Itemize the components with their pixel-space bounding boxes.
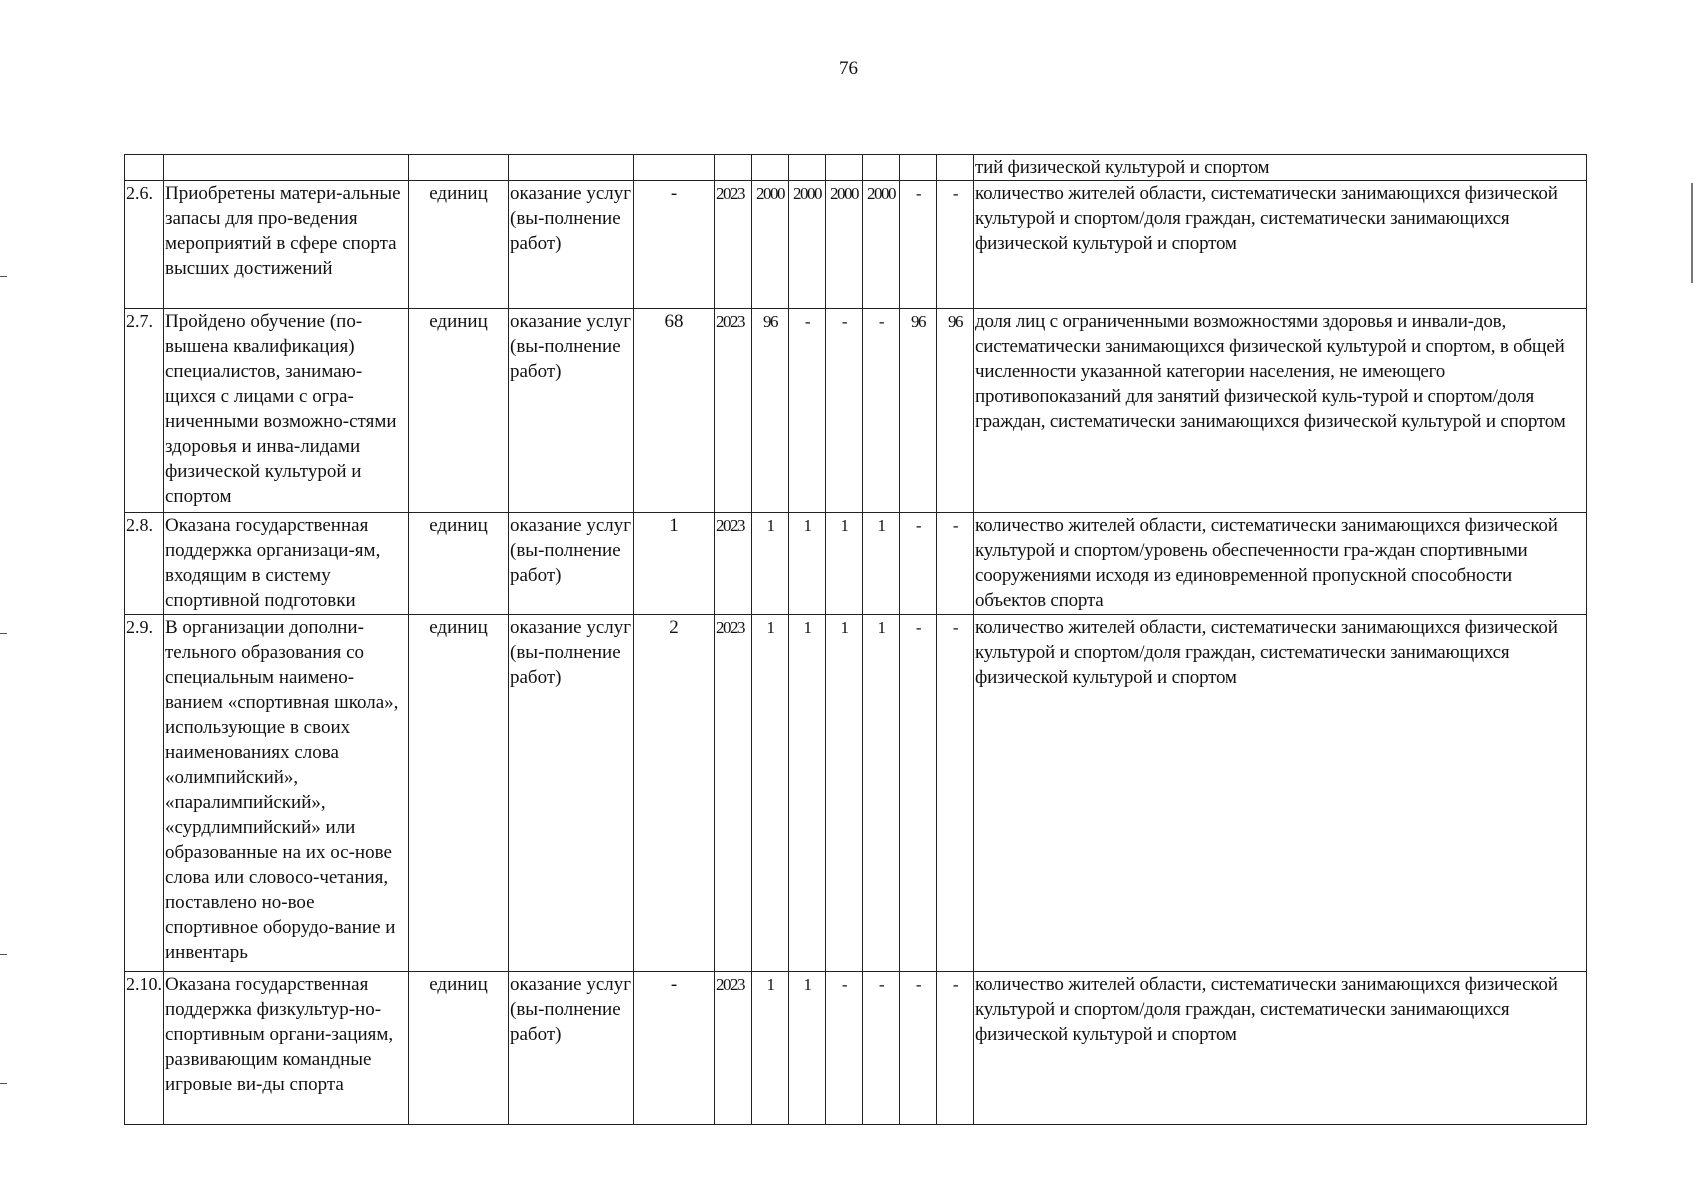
cell-value: - bbox=[937, 181, 974, 309]
cell-type: оказание услуг (вы-полнение работ) bbox=[509, 309, 634, 513]
cell-value: 2000 bbox=[826, 181, 863, 309]
cell-value: - bbox=[900, 972, 937, 1125]
cell-empty bbox=[715, 155, 752, 181]
results-table bbox=[124, 154, 1587, 1125]
cell-empty bbox=[752, 155, 789, 181]
cell-indicator: количество жителей области, систематически занимающихся физической культурой и спортом/уровень обеспеченности гра-ждан спортивными сооружениями исходя из единовременной пропускной способности объектов спорта bbox=[974, 513, 1587, 615]
cell-result-name: Оказана государственная поддержка организаци-ям, входящим в систему спортивной подготовки bbox=[164, 513, 409, 615]
cell-value: 1 bbox=[826, 513, 863, 615]
cell-result-name: Оказана государственная поддержка физкультур-но-спортивным органи-зациям, развивающим командные игровые ви-ды спорта bbox=[164, 972, 409, 1125]
cell-type: оказание услуг (вы-полнение работ) bbox=[509, 615, 634, 972]
cell-indicator: количество жителей области, систематически занимающихся физической культурой и спортом/доля граждан, систематически занимающихся физической культурой и спортом bbox=[974, 972, 1587, 1125]
cell-type: оказание услуг (вы-полнение работ) bbox=[509, 513, 634, 615]
scan-mark bbox=[0, 276, 7, 277]
cell-base-value: 1 bbox=[634, 513, 715, 615]
cell-value: 1 bbox=[863, 615, 900, 972]
cell-number: 2.7. bbox=[125, 309, 164, 513]
cell-empty bbox=[125, 155, 164, 181]
cell-indicator-continuation: тий физической культурой и спортом bbox=[974, 155, 1587, 181]
page-number: 76 bbox=[839, 58, 858, 79]
cell-type: оказание услуг (вы-полнение работ) bbox=[509, 972, 634, 1125]
cell-empty bbox=[509, 155, 634, 181]
table-row bbox=[125, 972, 1587, 1125]
table-row bbox=[125, 181, 1587, 309]
cell-base-year: 2023 bbox=[715, 309, 752, 513]
cell-unit: единиц bbox=[409, 615, 509, 972]
cell-value: 2000 bbox=[752, 181, 789, 309]
cell-base-year: 2023 bbox=[715, 181, 752, 309]
cell-empty bbox=[789, 155, 826, 181]
scan-mark bbox=[0, 954, 7, 955]
cell-value: - bbox=[863, 309, 900, 513]
cell-value: - bbox=[900, 181, 937, 309]
cell-result-name: Пройдено обучение (по-вышена квалификация) специалистов, занимаю-щихся с лицами с огра-ниченными возможно-стями здоровья и инва-лидами физической культурой и спортом bbox=[164, 309, 409, 513]
cell-unit: единиц bbox=[409, 513, 509, 615]
cell-empty bbox=[164, 155, 409, 181]
cell-value: 2000 bbox=[789, 181, 826, 309]
cell-empty bbox=[409, 155, 509, 181]
cell-base-value: - bbox=[634, 972, 715, 1125]
table-row bbox=[125, 615, 1587, 972]
cell-empty bbox=[826, 155, 863, 181]
cell-value: 1 bbox=[752, 972, 789, 1125]
cell-value: 1 bbox=[826, 615, 863, 972]
cell-value: - bbox=[937, 972, 974, 1125]
scan-mark bbox=[0, 633, 7, 634]
cell-value: 2000 bbox=[863, 181, 900, 309]
cell-value: 96 bbox=[900, 309, 937, 513]
cell-number: 2.10. bbox=[125, 972, 164, 1125]
cell-value: 1 bbox=[789, 513, 826, 615]
cell-unit: единиц bbox=[409, 972, 509, 1125]
table-row bbox=[125, 513, 1587, 615]
cell-value: 1 bbox=[789, 972, 826, 1125]
cell-empty bbox=[863, 155, 900, 181]
cell-indicator: количество жителей области, систематически занимающихся физической культурой и спортом/доля граждан, систематически занимающихся физической культурой и спортом bbox=[974, 181, 1587, 309]
cell-indicator: количество жителей области, систематически занимающихся физической культурой и спортом/доля граждан, систематически занимающихся физической культурой и спортом bbox=[974, 615, 1587, 972]
cell-value: - bbox=[789, 309, 826, 513]
cell-value: - bbox=[900, 615, 937, 972]
cell-unit: единиц bbox=[409, 181, 509, 309]
scan-mark bbox=[1691, 183, 1693, 283]
cell-number: 2.8. bbox=[125, 513, 164, 615]
cell-value: 96 bbox=[752, 309, 789, 513]
cell-value: 96 bbox=[937, 309, 974, 513]
cell-value: - bbox=[863, 972, 900, 1125]
table-row bbox=[125, 309, 1587, 513]
cell-base-value: 68 bbox=[634, 309, 715, 513]
cell-value: - bbox=[937, 513, 974, 615]
scan-mark bbox=[0, 1083, 7, 1084]
cell-empty bbox=[937, 155, 974, 181]
cell-result-name: В организации дополни-тельного образования со специальным наимено-ванием «спортивная школа», использующие в своих наименованиях слова «олимпийский», «паралимпийский», «сурдлимпийский» или образованные на их ос-нове слова или словосо-четания, поставлено но-вое спортивное оборудо-вание и инвентарь bbox=[164, 615, 409, 972]
table-row-continuation bbox=[125, 155, 1587, 181]
cell-number: 2.9. bbox=[125, 615, 164, 972]
cell-base-year: 2023 bbox=[715, 513, 752, 615]
cell-base-year: 2023 bbox=[715, 972, 752, 1125]
cell-value: - bbox=[826, 972, 863, 1125]
cell-value: 1 bbox=[863, 513, 900, 615]
cell-result-name: Приобретены матери-альные запасы для про-ведения мероприятий в сфере спорта высших достижений bbox=[164, 181, 409, 309]
cell-value: - bbox=[937, 615, 974, 972]
cell-value: - bbox=[826, 309, 863, 513]
cell-base-value: - bbox=[634, 181, 715, 309]
cell-base-year: 2023 bbox=[715, 615, 752, 972]
cell-base-value: 2 bbox=[634, 615, 715, 972]
cell-value: - bbox=[900, 513, 937, 615]
cell-empty bbox=[634, 155, 715, 181]
cell-empty bbox=[900, 155, 937, 181]
cell-number: 2.6. bbox=[125, 181, 164, 309]
cell-value: 1 bbox=[752, 513, 789, 615]
cell-unit: единиц bbox=[409, 309, 509, 513]
cell-value: 1 bbox=[789, 615, 826, 972]
cell-value: 1 bbox=[752, 615, 789, 972]
cell-indicator: доля лиц с ограниченными возможностями здоровья и инвали-дов, систематически занимающихся физической культурой и спортом, в общей численности указанной категории населения, не имеющего противопоказаний для занятий физической куль-турой и спортом/доля граждан, систематически занимающихся физической культурой и спортом bbox=[974, 309, 1587, 513]
cell-type: оказание услуг (вы-полнение работ) bbox=[509, 181, 634, 309]
